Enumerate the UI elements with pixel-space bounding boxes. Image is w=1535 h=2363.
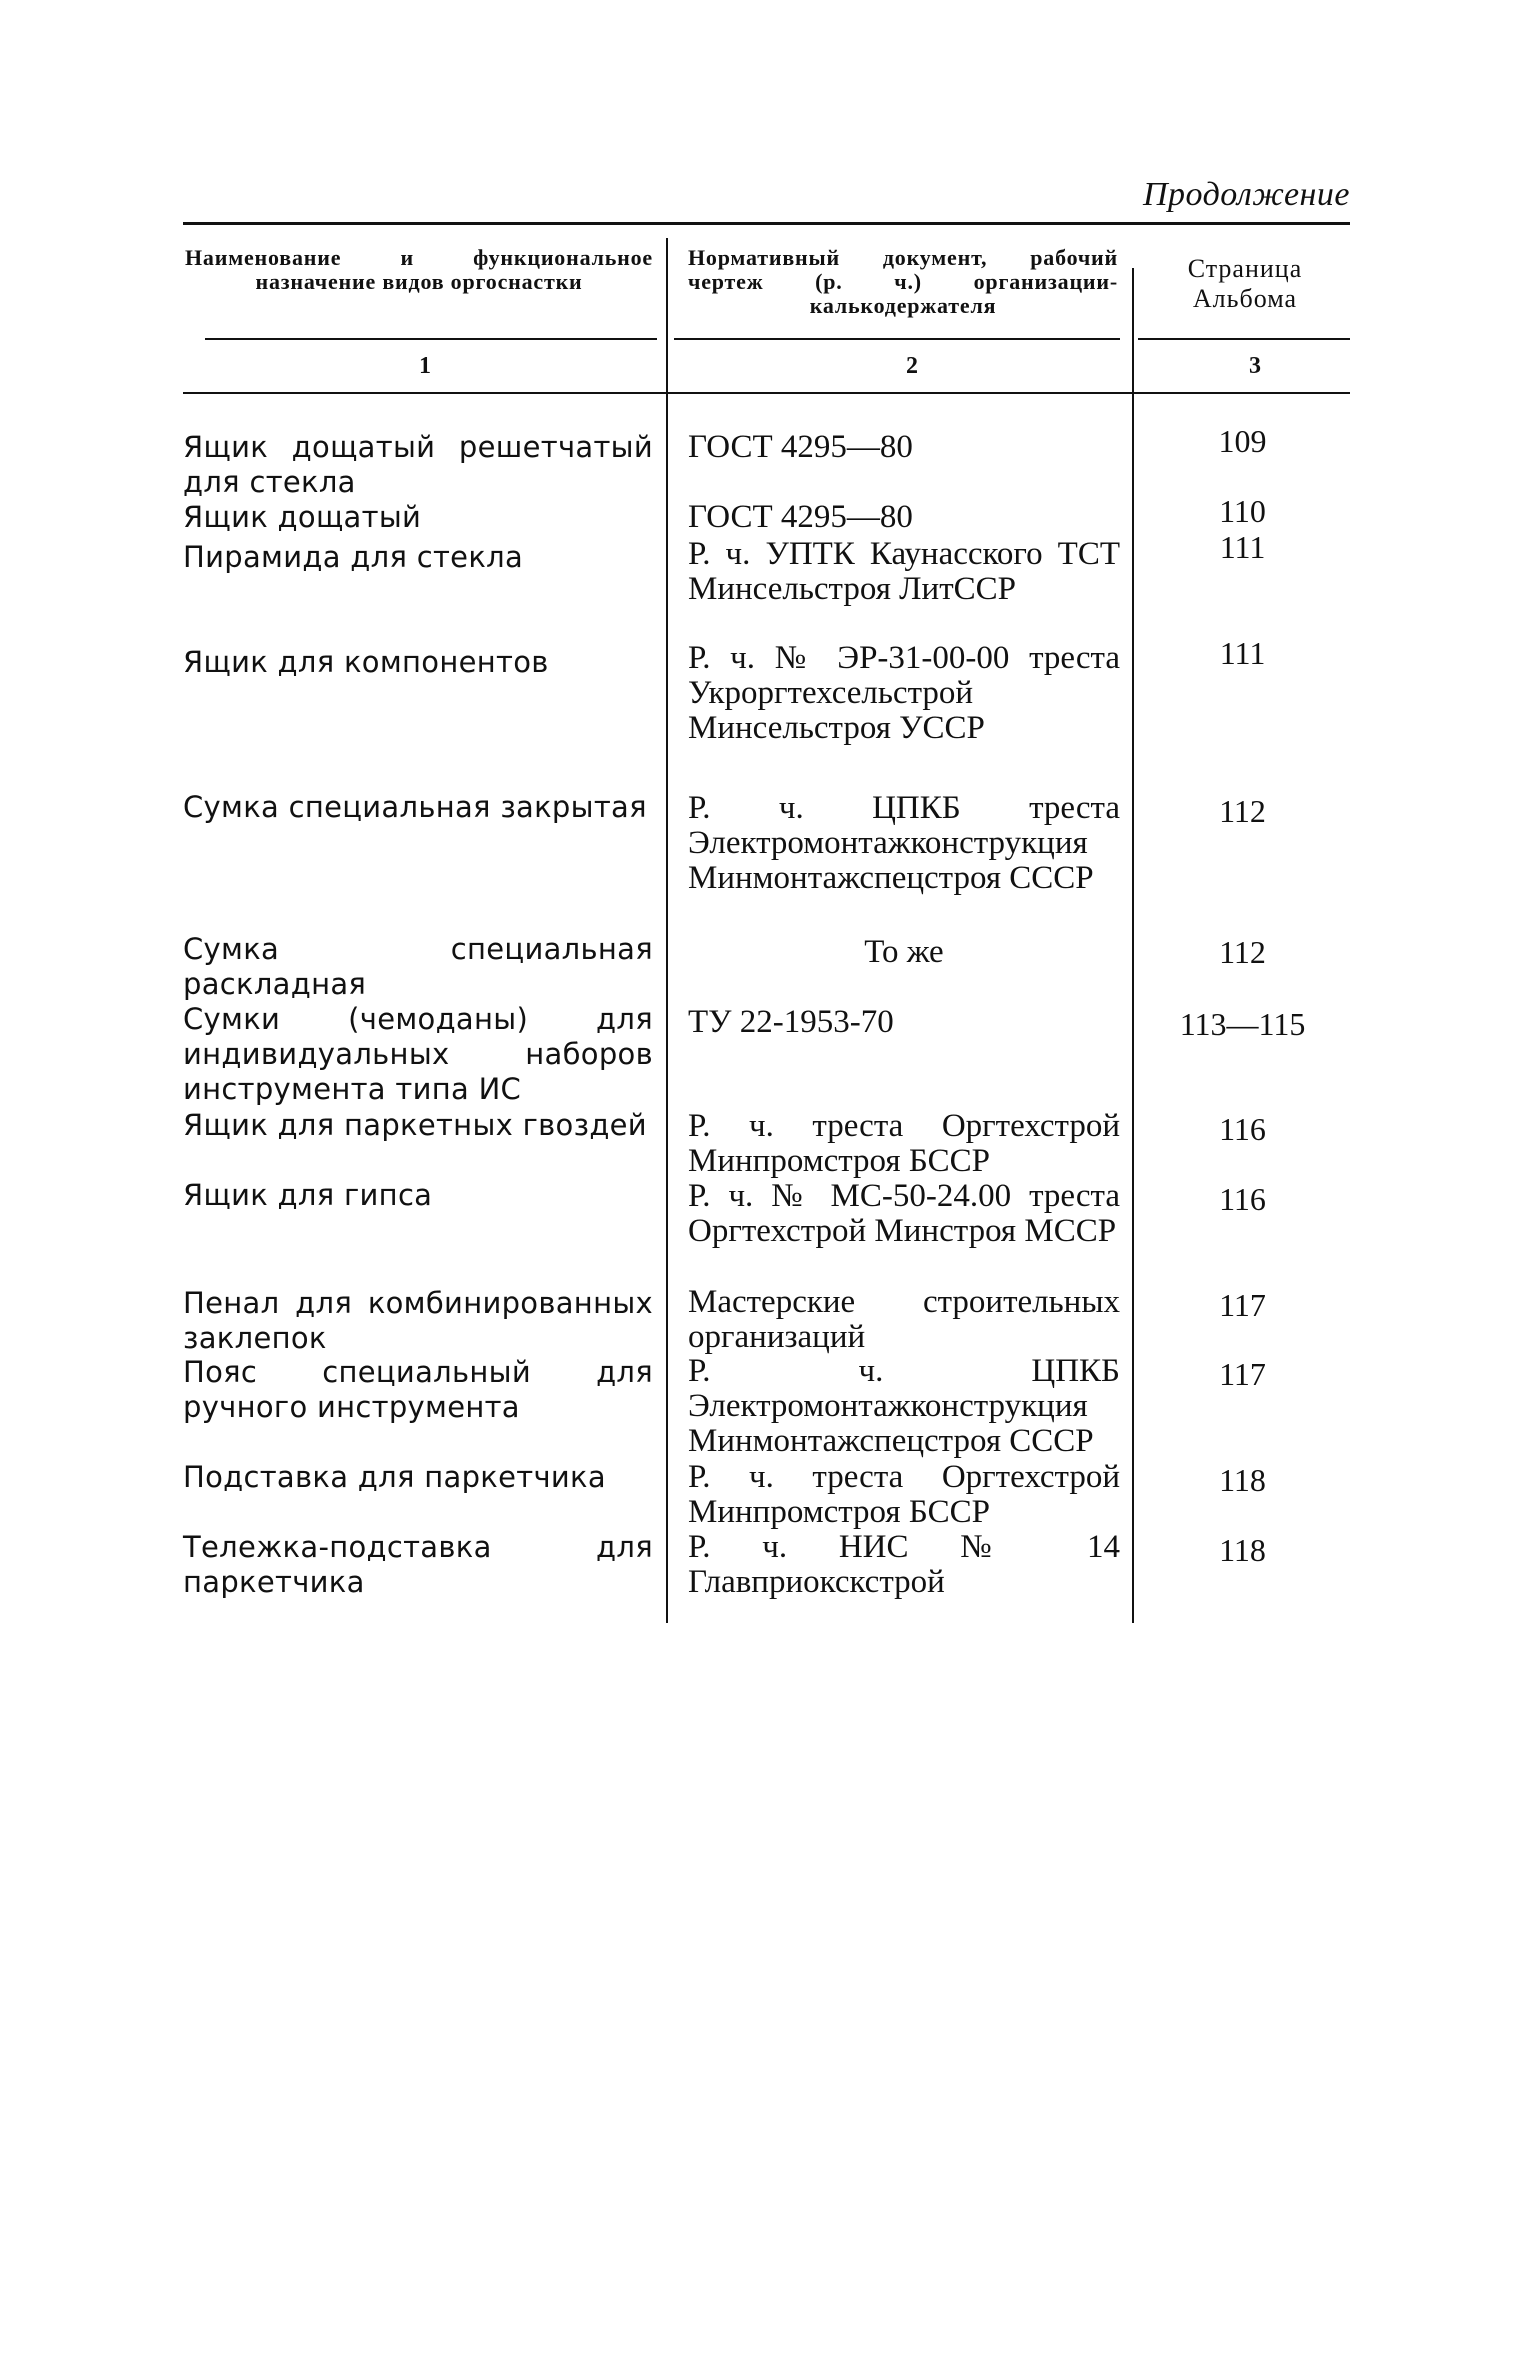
row-6-doc: То же — [864, 934, 944, 970]
number-rule-3 — [1134, 392, 1350, 394]
row-12-name: Подставка для паркетчика — [183, 1460, 606, 1494]
column-separator-2 — [1132, 268, 1134, 1623]
continuation-label: Продолжение — [1142, 176, 1350, 213]
header-col-page: Страница Альбома — [1187, 254, 1303, 313]
row-7-page: 113—115 — [1179, 1006, 1306, 1042]
header-col-document: Нормативный документ, рабочий чертеж (р. ч.) организации-калькодержателя — [688, 245, 1118, 318]
row-2-doc: ГОСТ 4295—80 — [688, 499, 913, 535]
row-9-name: Ящик для гипса — [183, 1178, 433, 1212]
row-6-page: 112 — [1219, 934, 1266, 970]
row-3-doc: Р. ч. УПТК Каунасского ТСТ Минсельстроя ЛитССР — [688, 536, 1120, 607]
number-rule-1 — [183, 392, 666, 394]
row-10-name: Пенал для комбинированных заклепок — [183, 1286, 653, 1355]
column-number-1: 1 — [419, 353, 431, 379]
row-4-name: Ящик для компонентов — [183, 645, 549, 679]
row-12-page: 118 — [1219, 1462, 1266, 1498]
row-7-doc: ТУ 22-1953-70 — [688, 1004, 894, 1040]
row-2-name: Ящик дощатый — [183, 500, 422, 534]
column-number-3: 3 — [1249, 353, 1261, 379]
row-9-doc: Р. ч. № МС-50-24.00 треста Оргтехстрой Минстроя МССР — [688, 1178, 1120, 1249]
header-col-name: Наименование и функциональное назначение видов оргоснастки — [185, 245, 653, 294]
row-9-page: 116 — [1219, 1181, 1266, 1217]
row-5-doc: Р. ч. ЦПКБ треста Электромонтажконструкция Минмонтажспецстроя СССР — [688, 790, 1120, 896]
table-top-rule — [183, 222, 1350, 225]
row-3-page: 111 — [1219, 529, 1266, 565]
row-3-name: Пирамида для стекла — [183, 540, 524, 574]
header-rule-2 — [674, 338, 1120, 340]
row-1-page: 109 — [1218, 423, 1267, 459]
header-rule-3 — [1138, 338, 1350, 340]
header-rule-1 — [205, 338, 657, 340]
row-13-name: Тележка-подставка для паркетчика — [183, 1530, 653, 1599]
column-separator-1 — [666, 238, 668, 1623]
row-4-doc: Р. ч. № ЭР-31-00-00 треста Укроргтехсельстрой Минсельстроя УССР — [688, 640, 1120, 746]
row-13-page: 118 — [1219, 1532, 1266, 1568]
row-12-doc: Р. ч. треста Оргтехстрой Минпромстроя БССР — [688, 1459, 1120, 1530]
row-11-doc: Р. ч. ЦПКБ Электромонтажконструкция Минмонтажспецстроя СССР — [688, 1353, 1120, 1459]
row-8-page: 116 — [1219, 1111, 1266, 1147]
row-10-doc: Мастерские строительных организаций — [688, 1284, 1120, 1355]
row-8-doc: Р. ч. треста Оргтехстрой Минпромстроя БССР — [688, 1108, 1120, 1179]
row-11-page: 117 — [1219, 1356, 1266, 1392]
row-1-name: Ящик дощатый решетчатый для стекла — [183, 430, 653, 499]
row-5-page: 112 — [1219, 793, 1266, 829]
row-2-page: 110 — [1219, 493, 1266, 529]
number-rule-2 — [668, 392, 1132, 394]
row-4-page: 111 — [1219, 635, 1266, 671]
row-1-doc: ГОСТ 4295—80 — [688, 429, 913, 465]
column-number-2: 2 — [906, 353, 918, 379]
row-5-name: Сумка специальная закрытая — [183, 790, 647, 824]
row-7-name: Сумки (чемоданы) для индивидуальных наборов инструмента типа ИС — [183, 1002, 653, 1106]
row-6-name: Сумка специальная раскладная — [183, 932, 653, 1001]
row-10-page: 117 — [1219, 1287, 1266, 1323]
row-13-doc: Р. ч. НИС № 14 Главприокскстрой — [688, 1529, 1120, 1600]
row-8-name: Ящик для паркетных гвоздей — [183, 1108, 647, 1142]
row-11-name: Пояс специальный для ручного инструмента — [183, 1355, 653, 1424]
